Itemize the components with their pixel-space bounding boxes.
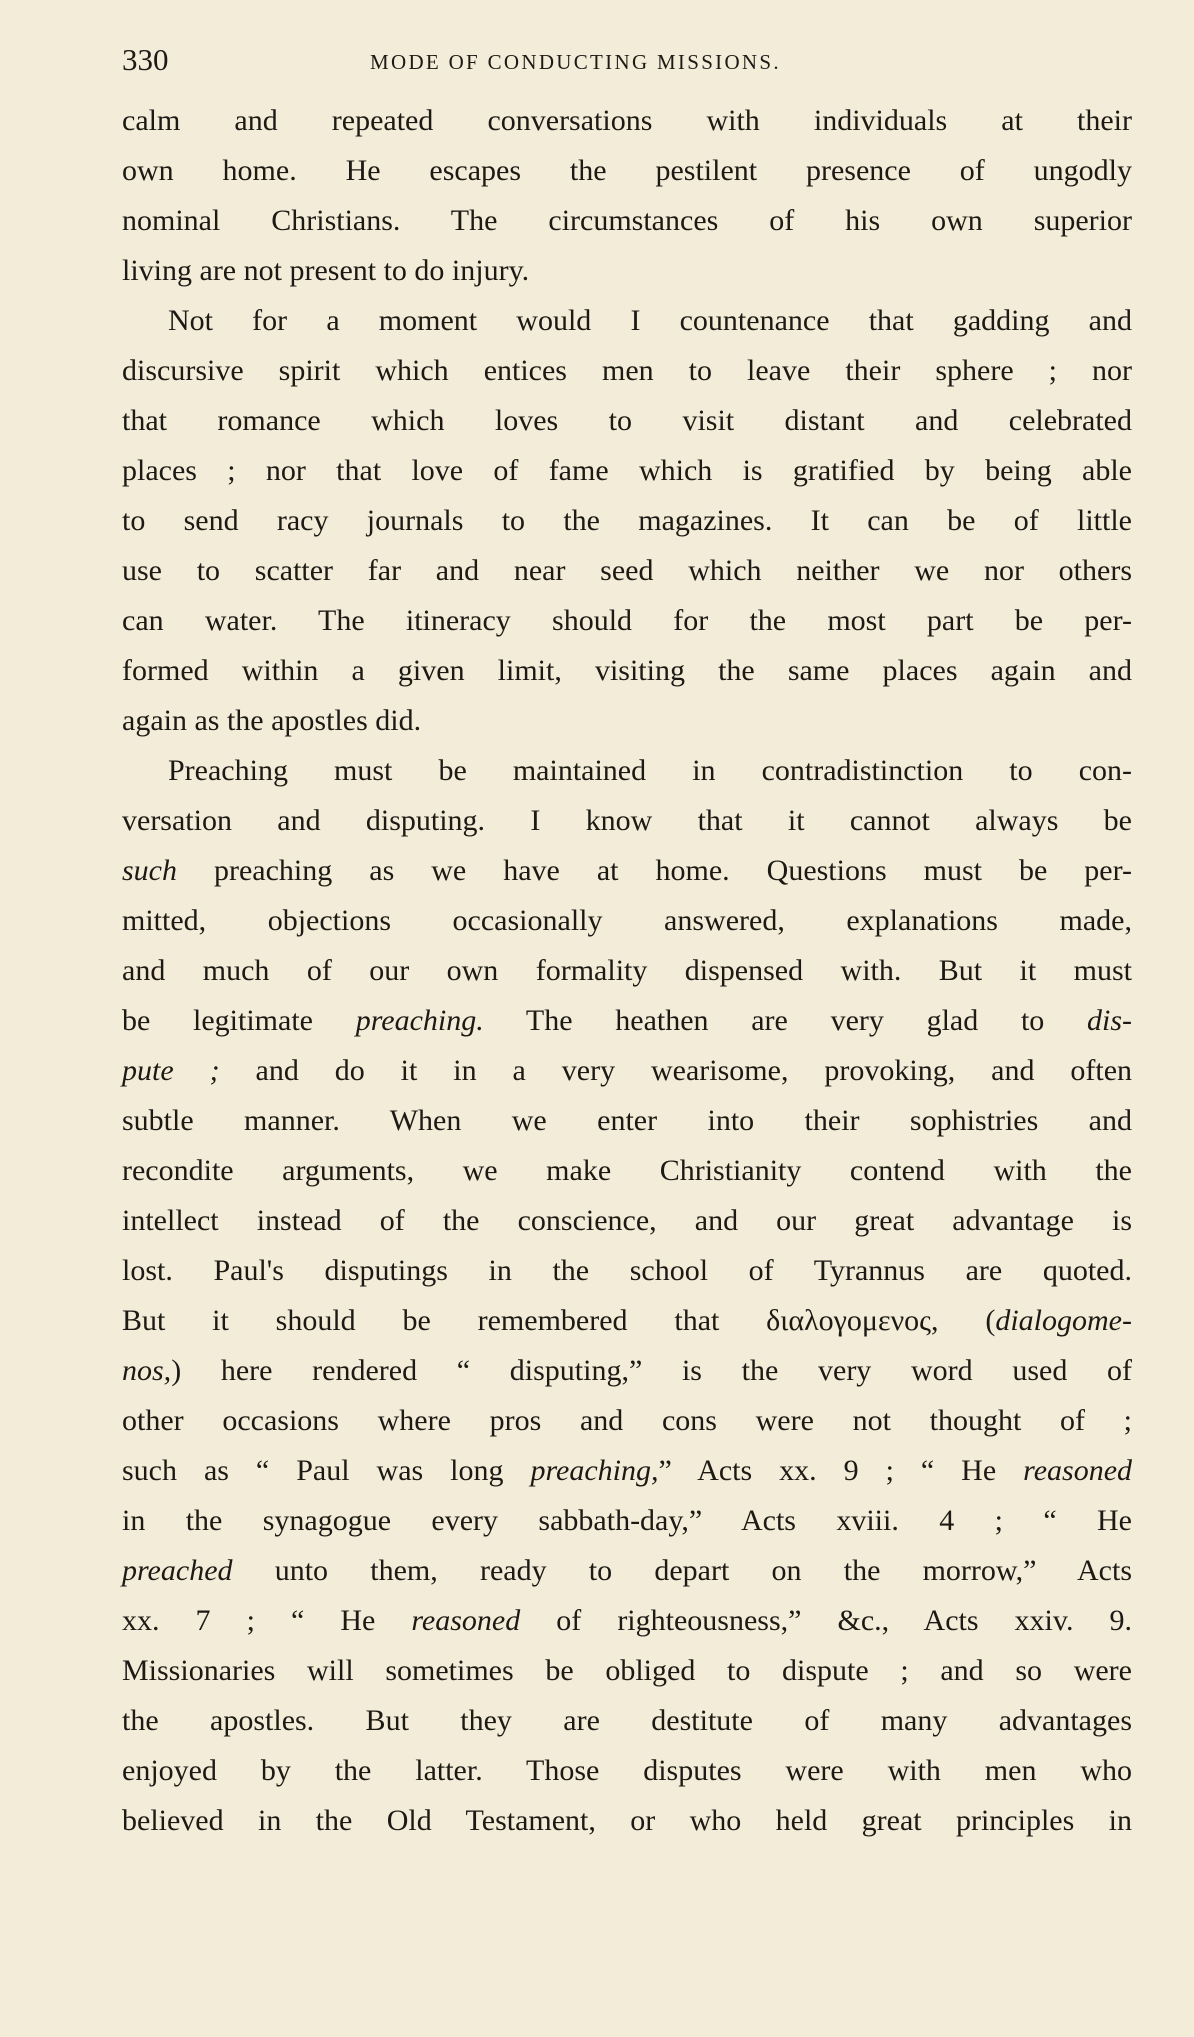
paragraph-start-line: Not for a moment would I countenance that gadding and: [168, 304, 1132, 337]
text-line: again as the apostles did.: [122, 704, 422, 737]
text-line: preached unto them, ready to depart on the morrow,” Acts: [122, 1554, 1132, 1587]
text-line: xx. 7 ; “ He reasoned of righteousness,” &c., Acts xxiv. 9.: [122, 1604, 1132, 1637]
text-line: intellect instead of the conscience, and our great advantage is: [122, 1204, 1132, 1237]
italic-emphasis: dis-: [1087, 1004, 1132, 1037]
italic-emphasis: preached: [122, 1554, 233, 1587]
text-line: But it should be remembered that διαλογομενος, (dialogome-: [122, 1304, 1132, 1337]
text-line: own home. He escapes the pestilent presence of ungodly: [122, 154, 1132, 187]
text-line: subtle manner. When we enter into their sophistries and: [122, 1104, 1132, 1137]
page-number: 330: [122, 42, 169, 77]
greek-word: διαλογομενος,: [766, 1304, 939, 1337]
text-line: such as “ Paul was long preaching,” Acts xx. 9 ; “ He reasoned: [122, 1454, 1133, 1487]
text-line: believed in the Old Testament, or who held great principles in: [122, 1804, 1132, 1837]
text-line: be legitimate preaching. The heathen are very glad to dis-: [122, 1004, 1132, 1037]
text-line: enjoyed by the latter. Those disputes were with men who: [122, 1754, 1132, 1787]
text-line: recondite arguments, we make Christianity contend with the: [122, 1154, 1132, 1187]
text-line: nominal Christians. The circumstances of his own superior: [122, 204, 1132, 237]
italic-emphasis: such: [122, 854, 177, 887]
paragraph-start-line: Preaching must be maintained in contradistinction to con-: [168, 754, 1132, 787]
text-line: places ; nor that love of fame which is gratified by being able: [122, 454, 1132, 487]
text-line: lost. Paul's disputings in the school of Tyrannus are quoted.: [122, 1254, 1132, 1287]
text-line: formed within a given limit, visiting the same places again and: [122, 654, 1132, 687]
italic-emphasis: nos,: [122, 1354, 172, 1387]
text-line: that romance which loves to visit distant and celebrated: [122, 404, 1132, 437]
text-line: such preaching as we have at home. Questions must be per-: [122, 854, 1132, 887]
italic-emphasis: preaching,: [530, 1454, 659, 1487]
text-line: versation and disputing. I know that it cannot always be: [122, 804, 1132, 837]
running-head: [122, 40, 1132, 80]
text-line: in the synagogue every sabbath-day,” Acts xviii. 4 ; “ He: [122, 1504, 1132, 1537]
text-line: mitted, objections occasionally answered, explanations made,: [122, 904, 1132, 937]
italic-emphasis: reasoned: [411, 1604, 521, 1637]
italic-emphasis: dialogome-: [995, 1304, 1132, 1337]
italic-emphasis: pute ;: [122, 1054, 220, 1087]
text-line: to send racy journals to the magazines. It can be of little: [122, 504, 1132, 537]
text-line: discursive spirit which entices men to leave their sphere ; nor: [122, 354, 1132, 387]
text-line: Missionaries will sometimes be obliged to dispute ; and so were: [122, 1654, 1132, 1687]
text-line: living are not present to do injury.: [122, 254, 530, 287]
text-line: nos,) here rendered “ disputing,” is the very word used of: [122, 1354, 1132, 1387]
text-line: calm and repeated conversations with individuals at their: [122, 104, 1132, 137]
italic-emphasis: preaching.: [355, 1004, 484, 1037]
text-line: and much of our own formality dispensed with. But it must: [122, 954, 1132, 987]
text-line: other occasions where pros and cons were not thought of ;: [122, 1404, 1132, 1437]
text-line: the apostles. But they are destitute of many advantages: [122, 1704, 1132, 1737]
italic-emphasis: reasoned: [1023, 1454, 1133, 1487]
running-title: MODE OF CONDUCTING MISSIONS.: [370, 50, 781, 74]
text-line: can water. The itineracy should for the most part be per-: [122, 604, 1132, 637]
text-line: use to scatter far and near seed which neither we nor others: [122, 554, 1132, 587]
text-line: pute ; and do it in a very wearisome, provoking, and often: [122, 1054, 1133, 1087]
